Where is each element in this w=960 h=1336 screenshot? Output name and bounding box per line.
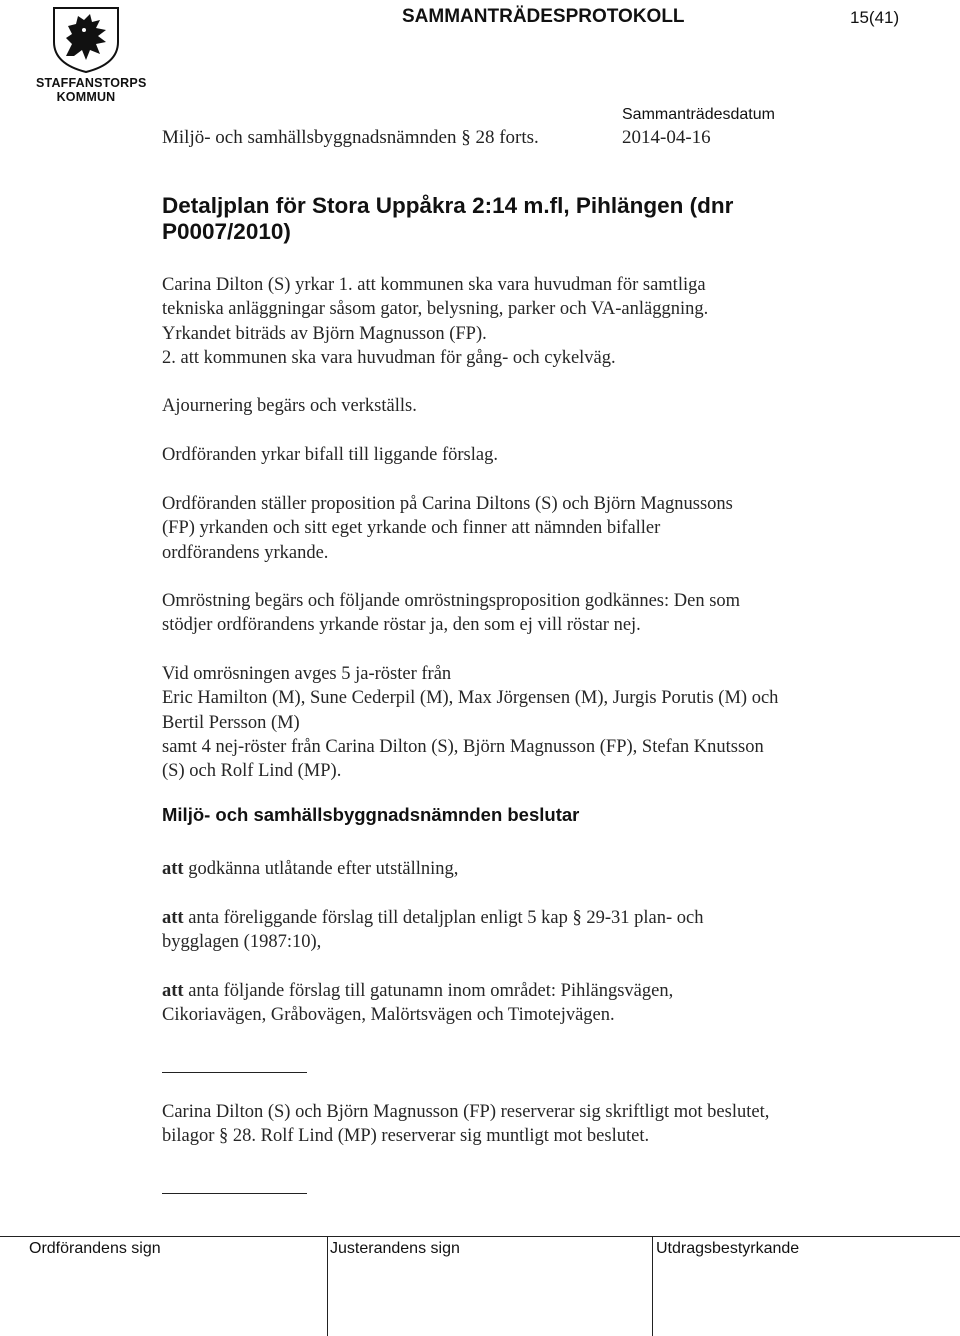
- decision-item-3: [162, 979, 673, 1028]
- decision-text: anta följande förslag till gatunamn inom området: Pihlängsvägen,: [188, 981, 674, 1001]
- decision-text: bygglagen (1987:10),: [162, 932, 322, 953]
- committee-name: Miljö- och samhällsbyggnadsnämnden: [162, 127, 457, 148]
- text-line: Carina Dilton (S) och Björn Magnusson (FP) reserverar sig skriftligt mot beslutet,: [162, 1102, 770, 1122]
- meeting-date: 2014-04-16: [622, 127, 711, 148]
- page-heading: [162, 193, 733, 245]
- decision-text: Cikoriavägen, Gråbovägen, Malörtsvägen och Timotejvägen.: [162, 1005, 615, 1026]
- footer-rule: [0, 1236, 960, 1237]
- text-fragment: 28. Rolf Lind (MP) reserverar sig muntligt mot beslutet.: [232, 1126, 650, 1147]
- paragraph-vote-result: [162, 662, 778, 783]
- text-line: Omröstning begärs och följande omröstningsproposition godkännes: Den som: [162, 591, 741, 611]
- separator-line: [162, 1193, 307, 1194]
- text-line: (FP) yrkanden och sitt eget yrkande och finner att nämnden bifaller: [162, 518, 661, 539]
- adjuster-signature-label: Justerandens sign: [330, 1240, 460, 1257]
- section-mark: §: [461, 127, 471, 148]
- text-line: stödjer ordförandens yrkande röstar ja, den som ej vill röstar nej.: [162, 615, 641, 636]
- text-line: Yrkandet biträds av Björn Magnusson (FP).: [162, 323, 487, 344]
- paragraph-adjournment: [162, 394, 417, 418]
- section-mark: §: [572, 908, 582, 928]
- page-number: 15(41): [850, 8, 900, 27]
- footer-divider: [652, 1236, 653, 1336]
- text-line: Ajournering begärs och verkställs.: [162, 396, 417, 416]
- text-line: Bertil Persson (M): [162, 712, 300, 733]
- extract-certification-label: Utdragsbestyrkande: [656, 1240, 800, 1257]
- att-keyword: att: [162, 859, 184, 879]
- decision-text: anta föreliggande förslag till detaljplan enligt 5 kap: [188, 908, 568, 928]
- paragraph-proposition: [162, 492, 733, 565]
- text-line: Eric Hamilton (M), Sune Cederpil (M), Max Jörgensen (M), Jurgis Porutis (M) och: [162, 688, 779, 709]
- text-line: (S) och Rolf Lind (MP).: [162, 761, 342, 782]
- logo-text-line2: KOMMUN: [56, 90, 116, 104]
- griffin-shield-icon: [36, 4, 136, 74]
- text-line: tekniska anläggningar såsom gator, belysning, parker och VA-anläggning.: [162, 299, 709, 320]
- document-title: SAMMANTRÄDESPROTOKOLL: [402, 6, 685, 27]
- section-mark: §: [219, 1126, 229, 1147]
- paragraph-motions: [162, 273, 708, 370]
- date-label: Sammanträdesdatum: [622, 106, 775, 123]
- section-number: 28 forts.: [475, 127, 539, 148]
- text-line: Ordföranden yrkar bifall till liggande förslag.: [162, 445, 498, 465]
- logo-text-line1: STAFFANSTORPS: [36, 76, 147, 90]
- text-line: Carina Dilton (S) yrkar 1. att kommunen ska vara huvudman för samtliga: [162, 275, 706, 295]
- decision-item-2: [162, 906, 703, 955]
- footer-divider: [327, 1236, 328, 1336]
- text-fragment: bilagor: [162, 1126, 215, 1147]
- municipality-logo: [36, 4, 147, 104]
- text-line: 2. att kommunen ska vara huvudman för gång- och cykelväg.: [162, 347, 616, 368]
- paragraph-reservation: [162, 1100, 769, 1149]
- text-line: Ordföranden ställer proposition på Carina Diltons (S) och Björn Magnussons: [162, 494, 733, 514]
- text-line: Vid omrösningen avges 5 ja-röster från: [162, 664, 452, 684]
- heading-line-2: P0007/2010): [162, 219, 291, 244]
- chair-signature-label: Ordförandens sign: [29, 1240, 161, 1257]
- att-keyword: att: [162, 981, 184, 1001]
- heading-line-1: Detaljplan för Stora Uppåkra 2:14 m.fl, Pihlängen (dnr: [162, 193, 734, 218]
- committee-line: [162, 127, 539, 149]
- text-line: samt 4 nej-röster från Carina Dilton (S), Björn Magnusson (FP), Stefan Knutsson: [162, 736, 764, 757]
- att-keyword: att: [162, 908, 184, 928]
- decision-heading: Miljö- och samhällsbyggnadsnämnden beslutar: [162, 804, 580, 825]
- decision-item-1: [162, 857, 458, 881]
- paragraph-vote-request: [162, 589, 740, 638]
- decision-text: godkänna utlåtande efter utställning,: [188, 859, 459, 879]
- text-line: ordförandens yrkande.: [162, 542, 329, 563]
- decision-text: 29-31 plan- och: [586, 908, 704, 928]
- paragraph-chair-motion: [162, 443, 498, 467]
- separator-line: [162, 1072, 307, 1073]
